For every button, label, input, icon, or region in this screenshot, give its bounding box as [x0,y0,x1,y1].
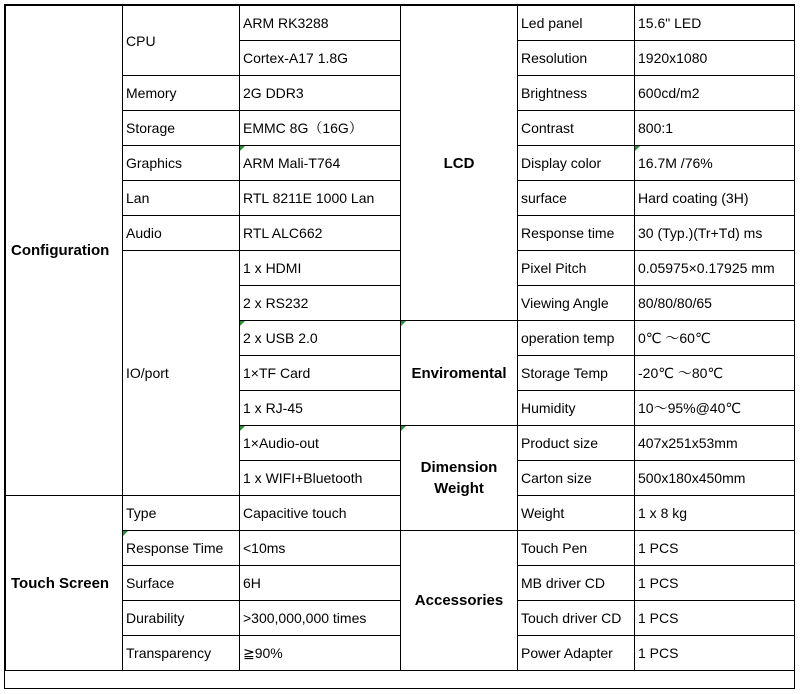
spec-value: >300,000,000 times [240,601,401,636]
spec-value: 0℃ ～60℃ [635,321,795,356]
spec-value: 15.6" LED [635,6,795,41]
spec-value: 1920x1080 [635,41,795,76]
table-row [6,601,795,636]
spec-value: 0.05975×0.17925 mm [635,251,795,286]
spec-value: RTL ALC662 [240,216,401,251]
spec-value: -20℃ ～80℃ [635,356,795,391]
spec-value: ≧90% [240,636,401,671]
section-dimension-weight: Dimension Weight [401,426,518,531]
spec-value: RTL 8211E 1000 Lan [240,181,401,216]
spec-label: Response Time [123,531,240,566]
table-row [6,531,795,566]
spec-value: 10～95%@40℃ [635,391,795,426]
spec-label: Touch Pen [518,531,635,566]
spec-label: Type [123,496,240,531]
spec-label: IO/port [123,251,240,496]
spec-label: Touch driver CD [518,601,635,636]
spec-label: Surface [123,566,240,601]
spec-label: Storage Temp [518,356,635,391]
spec-label: MB driver CD [518,566,635,601]
table-row [6,566,795,601]
spec-value: Capacitive touch [240,496,401,531]
spec-label: Storage [123,111,240,146]
spec-value: 2 x RS232 [240,286,401,321]
spec-label: Resolution [518,41,635,76]
spec-label: Brightness [518,76,635,111]
spec-value: 500x180x450mm [635,461,795,496]
table-row [6,216,795,251]
spec-label: Product size [518,426,635,461]
group-touch-screen: Touch Screen [6,496,123,671]
table-row [6,181,795,216]
spec-value: <10ms [240,531,401,566]
spec-label: Audio [123,216,240,251]
table-row [6,6,795,41]
spec-table [5,5,795,671]
spec-value: 1 x WIFI+Bluetooth [240,461,401,496]
spec-label: surface [518,181,635,216]
spec-label: Display color [518,146,635,181]
spec-value: 1 x HDMI [240,251,401,286]
spec-value: 800:1 [635,111,795,146]
spec-value: Hard coating (3H) [635,181,795,216]
section-lcd: LCD [401,6,518,321]
spec-label: CPU [123,6,240,76]
spec-value: 1 x RJ-45 [240,391,401,426]
table-row [6,496,795,531]
spec-value: 1 PCS [635,566,795,601]
table-row [6,636,795,671]
spec-label: Contrast [518,111,635,146]
spec-label: Carton size [518,461,635,496]
spec-value: ARM Mali-T764 [240,146,401,181]
spec-label: Memory [123,76,240,111]
spec-label: Power Adapter [518,636,635,671]
spec-value: 1 PCS [635,531,795,566]
spec-label: Led panel [518,6,635,41]
spec-value: 2 x USB 2.0 [240,321,401,356]
spec-value: 30 (Typ.)(Tr+Td) ms [635,216,795,251]
section-accessories: Accessories [401,531,518,671]
table-row [6,146,795,181]
spec-value: ARM RK3288 [240,6,401,41]
spec-value: 407x251x53mm [635,426,795,461]
spec-value: 1 PCS [635,636,795,671]
spec-value: 6H [240,566,401,601]
spec-label: Durability [123,601,240,636]
spec-value: 1 x 8 kg [635,496,795,531]
spec-label: Viewing Angle [518,286,635,321]
spec-value: 1×TF Card [240,356,401,391]
section-enviromental: Enviromental [401,321,518,426]
spec-label: Transparency [123,636,240,671]
table-row [6,251,795,286]
spec-label: Weight [518,496,635,531]
spec-value: 16.7M /76% [635,146,795,181]
spec-label: operation temp [518,321,635,356]
spec-value: 1 PCS [635,601,795,636]
spec-value: Cortex-A17 1.8G [240,41,401,76]
table-row [6,76,795,111]
spec-value: 1×Audio-out [240,426,401,461]
spec-value: EMMC 8G（16G） [240,111,401,146]
spec-value: 80/80/80/65 [635,286,795,321]
spec-label: Lan [123,181,240,216]
spec-label: Graphics [123,146,240,181]
spec-value: 600cd/m2 [635,76,795,111]
spec-label: Humidity [518,391,635,426]
spec-label: Response time [518,216,635,251]
table-row [6,111,795,146]
spec-label: Pixel Pitch [518,251,635,286]
spec-value: 2G DDR3 [240,76,401,111]
group-configuration: Configuration [6,6,123,496]
